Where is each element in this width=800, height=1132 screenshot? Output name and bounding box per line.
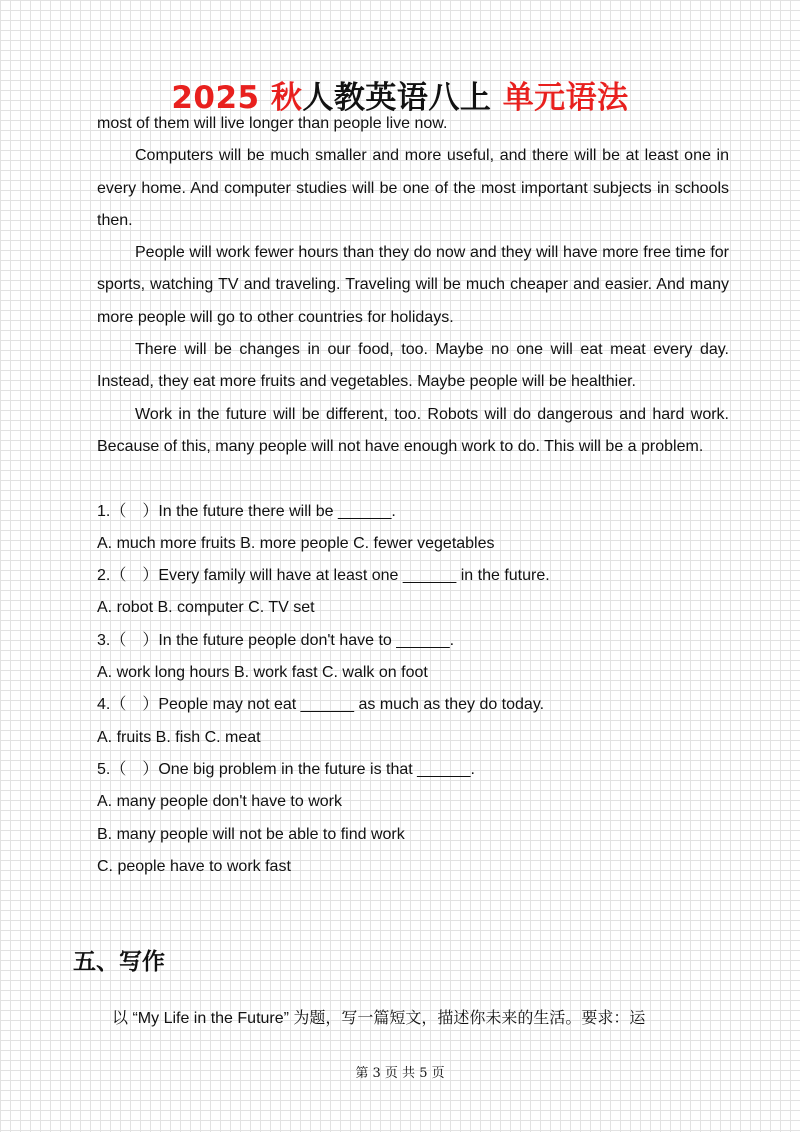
document-body [97,108,729,883]
passage-paragraph: Computers will be much smaller and more useful, and there will be at least one in every home. And computer studies will be one of the most important subjects in schools then. [97,147,729,229]
writing-prompt-title: “My Life in the Future” [128,1010,294,1027]
question-5-option-a: A. many people don't have to work [97,793,342,811]
page-number: 第 3 页 共 5 页 [355,1066,445,1081]
passage-paragraph: most of them will live longer than people live now. [97,115,448,132]
question-1-options: A. much more fruits B. more people C. fewer vegetables [97,534,495,552]
title-textbook: 人教英语八上 [302,79,492,116]
section-heading-writing: 五、写作 [73,949,165,975]
writing-prompt-prefix: 以 [112,1008,129,1027]
title-topic: 单元语法 [502,79,629,116]
writing-prompt [112,1002,732,1035]
question-5-option-b: B. many people will not be able to find work [97,825,405,843]
title-year-season: 2025 秋 [171,79,303,116]
writing-prompt-suffix: 为题，写一篇短文，描述你未来的生活。要求：运 [293,1008,646,1027]
question-1: 1.（ ）In the future there will be ______. [97,502,396,520]
reading-passage [97,108,729,463]
question-4: 4.（ ）People may not eat ______ as much as they do today. [97,696,545,714]
question-2-options: A. robot B. computer C. TV set [97,599,315,617]
passage-paragraph: There will be changes in our food, too. Maybe no one will eat meat every day. Instead, they eat more fruits and vegetables. Maybe people will be healthier. [97,341,729,391]
question-3: 3.（ ）In the future people don't have to ______. [97,631,455,649]
question-5-option-c: C. people have to work fast [97,857,291,875]
passage-paragraph: People will work fewer hours than they do now and they will have more free time for sports, watching TV and traveling. Traveling will be much cheaper and easier. And many more people will go to other countries for holidays. [97,244,729,326]
passage-paragraph: Work in the future will be different, too. Robots will do dangerous and hard work. Because of this, many people will not have enough work to do. This will be a problem. [97,405,729,455]
question-4-options: A. fruits B. fish C. meat [97,728,261,746]
question-list [97,496,729,884]
question-2: 2.（ ）Every family will have at least one ______ in the future. [97,567,550,585]
question-5: 5.（ ）One big problem in the future is that ______. [97,760,475,778]
question-3-options: A. work long hours B. work fast C. walk on foot [97,664,428,682]
